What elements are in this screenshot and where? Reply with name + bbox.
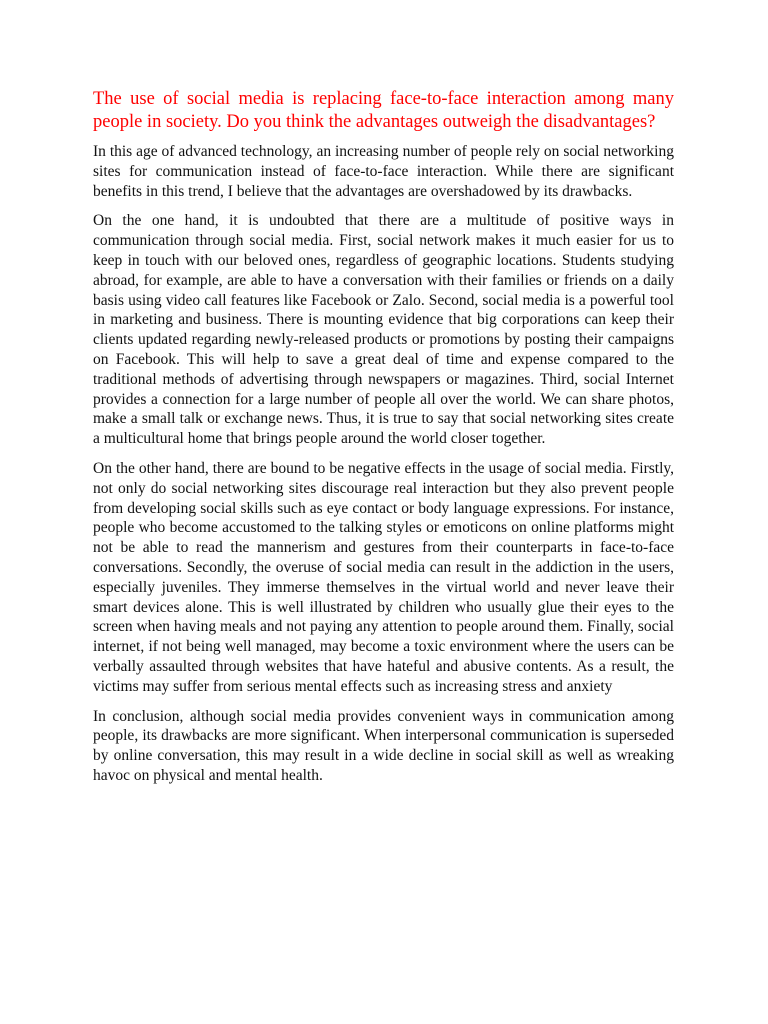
disadvantages-paragraph: On the other hand, there are bound to be negative effects in the usage of social media. Firstly, not only do social networking sites discourage real interaction but they also prevent people from developing social skills such as eye contact or body language expressions. For instance, people who become accustomed to the talking styles or emoticons on online platforms might not be able to read the mannerism and gestures from their counterparts in face-to-face conversations. Secondly, the overuse of social media can result in the addiction in the users, especially juveniles. They immerse themselves in the virtual world and never leave their smart devices alone. This is well illustrated by children who usually glue their eyes to the screen when having meals and not paying any attention to people around them. Finally, social internet, if not being well managed, may become a toxic environment where the users can be verbally assaulted through websites that have hateful and abusive contents. As a result, the victims may suffer from serious mental effects such as increasing stress and anxiety <box>93 459 674 695</box>
essay-question-title: The use of social media is replacing face-to-face interaction among many people in society. Do you think the advantages outweigh the disadvantages? <box>93 89 674 132</box>
introduction-paragraph: In this age of advanced technology, an increasing number of people rely on social networking sites for communication instead of face-to-face interaction. While there are significant benefits in this trend, I believe that the advantages are overshadowed by its drawbacks. <box>93 143 674 200</box>
document-page <box>93 88 674 796</box>
conclusion-paragraph: In conclusion, although social media provides convenient ways in communication among people, its drawbacks are more significant. When interpersonal communication is superseded by online conversation, this may result in a wide decline in social skill as well as wreaking havoc on physical and mental health. <box>93 707 674 784</box>
advantages-paragraph: On the one hand, it is undoubted that there are a multitude of positive ways in communication through social media. First, social network makes it much easier for us to keep in touch with our beloved ones, regardless of geographic locations. Students studying abroad, for example, are able to have a conversation with their families or friends on a daily basis using video call features like Facebook or Zalo. Second, social media is a powerful tool in marketing and business. There is mounting evidence that big corporations can keep their clients updated regarding newly-released products or promotions by posting their campaigns on Facebook. This will help to save a great deal of time and expense compared to the traditional methods of advertising through newspapers or magazines. Third, social Internet provides a connection for a large number of people all over the world. We can share photos, make a small talk or exchange news. Thus, it is true to say that social networking sites create a multicultural home that brings people around the world closer together. <box>93 212 674 448</box>
